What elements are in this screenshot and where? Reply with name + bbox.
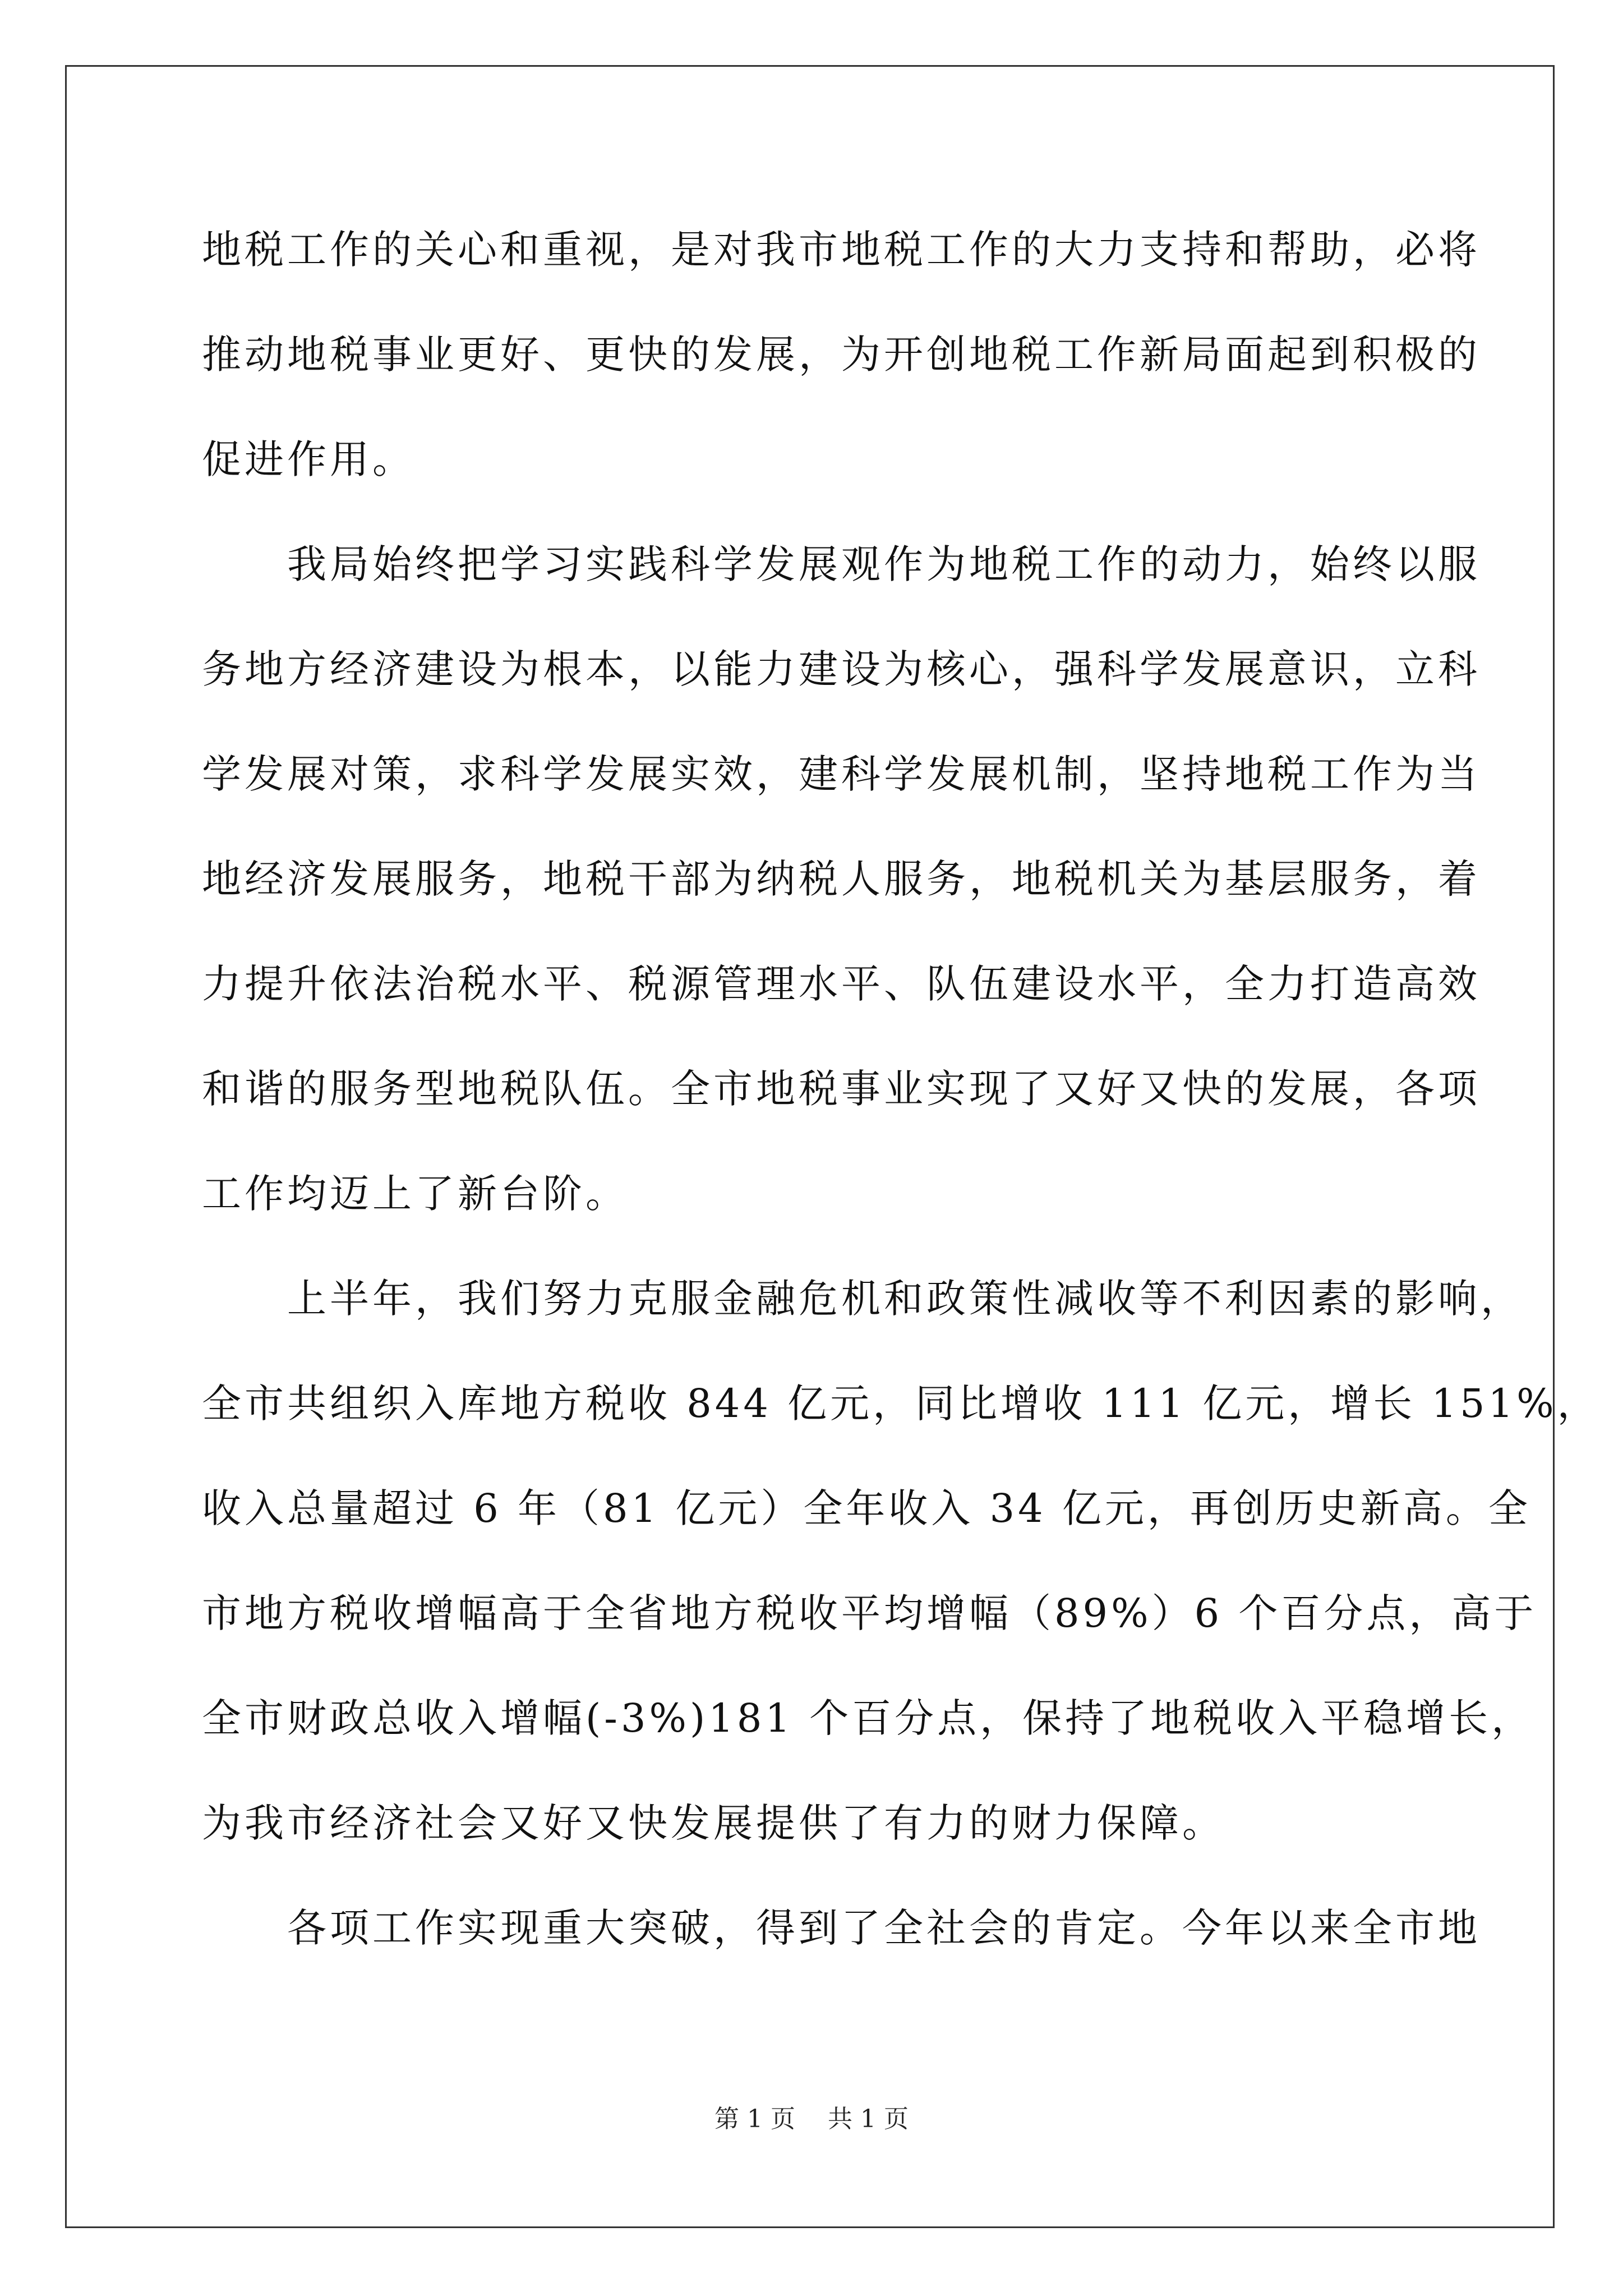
page-footer: 第 1 页 共 1 页: [714, 2105, 909, 2133]
text-line: 促进作用。: [202, 436, 415, 482]
text-line: 地经济发展服务，地税干部为纳税人服务，地税机关为基层服务，着: [202, 856, 1481, 902]
text-line: 我局始终把学习实践科学发展观作为地税工作的动力，始终以服: [202, 541, 1481, 587]
text-line: 收入总量超过 6 年（81 亿元）全年收入 34 亿元，再创历史新高。全: [202, 1485, 1531, 1531]
text-line: 和谐的服务型地税队伍。全市地税事业实现了又好又快的发展，各项: [202, 1066, 1481, 1112]
text-line: 上半年，我们努力克服金融危机和政策性减收等不利因素的影响，: [202, 1276, 1523, 1322]
text-line: 力提升依法治税水平、税源管理水平、队伍建设水平，全力打造高效: [202, 961, 1481, 1007]
document-body: [202, 219, 1600, 2002]
text-line: 市地方税收增幅高于全省地方税收平均增幅（89%）6 个百分点，高于: [202, 1590, 1537, 1636]
text-line: 学发展对策，求科学发展实效，建科学发展机制，坚持地税工作为当: [202, 751, 1481, 797]
text-line: 全市财政总收入增幅(-3%)181 个百分点，保持了地税收入平稳增长，: [202, 1695, 1534, 1741]
text-line: 地税工作的关心和重视，是对我市地税工作的大力支持和帮助，必将: [202, 227, 1481, 273]
text-line: 推动地税事业更好、更快的发展，为开创地税工作新局面起到积极的: [202, 332, 1481, 378]
text-line: 各项工作实现重大突破，得到了全社会的肯定。今年以来全市地: [202, 1905, 1481, 1951]
text-line: 工作均迈上了新台阶。: [202, 1171, 628, 1217]
text-line: 全市共组织入库地方税收 844 亿元，同比增收 111 亿元，增长 151%，: [202, 1381, 1600, 1427]
text-line: 为我市经济社会又好又快发展提供了有力的财力保障。: [202, 1800, 1225, 1846]
text-line: 务地方经济建设为根本，以能力建设为核心，强科学发展意识，立科: [202, 646, 1481, 692]
